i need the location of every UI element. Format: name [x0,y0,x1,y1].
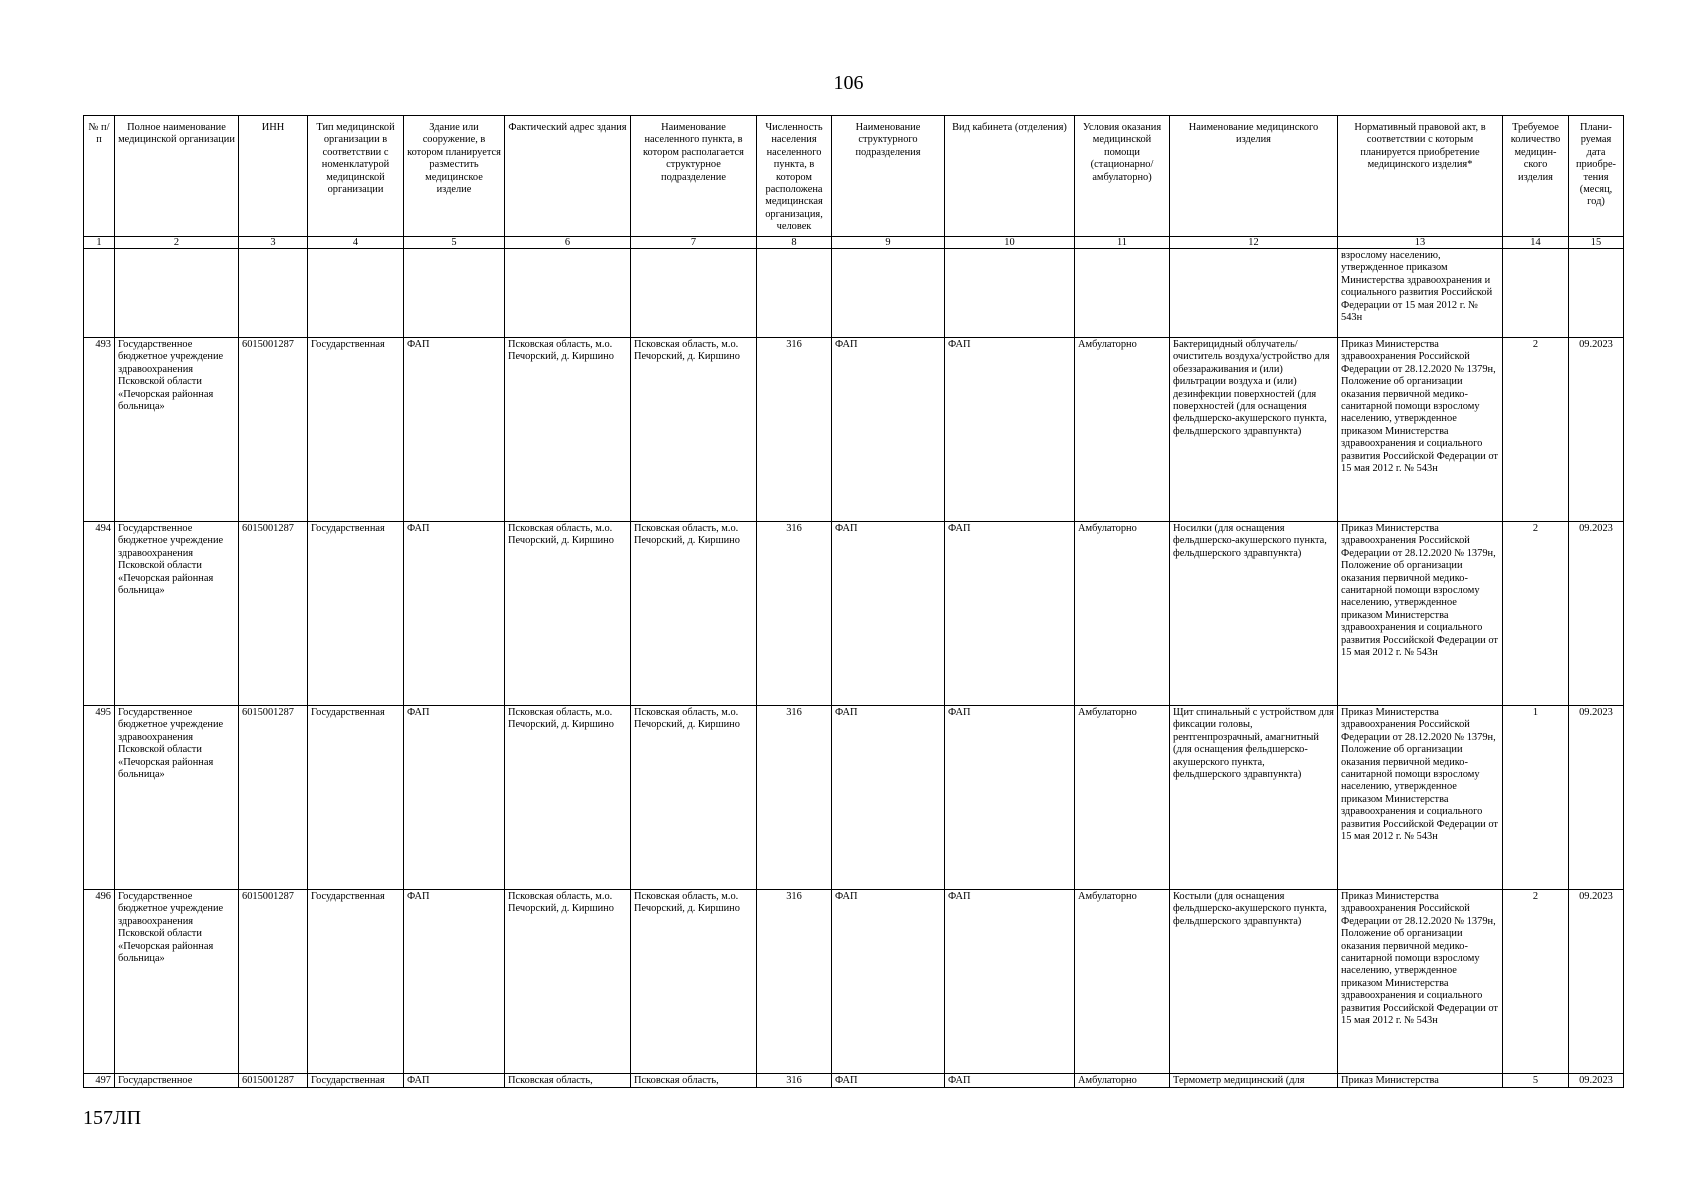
cell-building: ФАП [404,706,505,890]
table-row [84,890,1624,1074]
cell-device: Термометр медицинский (для [1170,1074,1338,1088]
cell-unit: ФАП [832,890,945,1074]
cell-organization: Государственное бюджетное учреждение здравоохранения Псковской области «Печорская районная больница» [115,706,239,890]
col-header-organization: Полное наименование медицинской организации [115,116,239,237]
cell-organization: Государственное бюджетное учреждение здравоохранения Псковской области «Печорская районная больница» [115,890,239,1074]
cell-settlement: Псковская область, м.о. Печорский, д. Киршино [631,338,757,522]
cell-cabinet: ФАП [945,890,1075,1074]
col-header-settlement: Наименование населенного пункта, в котором располагается структурное подразделение [631,116,757,237]
cell-cabinet: ФАП [945,706,1075,890]
col-number: 1 [84,237,115,249]
cell-conditions: Амбулаторно [1075,522,1170,706]
cell-date: 09.2023 [1569,522,1624,706]
col-number: 5 [404,237,505,249]
cell-number: 496 [84,890,115,1074]
col-header-address: Фактический адрес здания [505,116,631,237]
col-header-unit: Наименование структурного подразделения [832,116,945,237]
col-header-number: № п/п [84,116,115,237]
cell-population: 316 [757,338,832,522]
cell-act: Приказ Министерства [1338,1074,1503,1088]
cell-conditions: Амбулаторно [1075,1074,1170,1088]
cell-org-type: Государственная [308,1074,404,1088]
col-number: 8 [757,237,832,249]
cell-act: Приказ Министерства здравоохранения Российской Федерации от 28.12.2020 № 1379н, Положение об организации оказания первичной медико-санитарной помощи взрослому населению, утвержденное приказом Министерства здравоохранения и социального развития Российской Федерации от 15 мая 2012 г. № 543н [1338,706,1503,890]
cell-unit: ФАП [832,338,945,522]
cell-population: 316 [757,706,832,890]
cell-organization: Государственное [115,1074,239,1088]
cell-quantity: 2 [1503,338,1569,522]
cell-inn: 6015001287 [239,522,308,706]
col-header-cabinet: Вид кабинета (отделения) [945,116,1075,237]
cell-inn: 6015001287 [239,1074,308,1088]
cell-population: 316 [757,1074,832,1088]
col-header-inn: ИНН [239,116,308,237]
col-number: 10 [945,237,1075,249]
cell-address: Псковская область, м.о. Печорский, д. Киршино [505,522,631,706]
cell-cabinet: ФАП [945,1074,1075,1088]
col-header-org-type: Тип медицинской организации в соответствии с номенклатурой медицинской организации [308,116,404,237]
cell-building: ФАП [404,338,505,522]
col-header-act: Нормативный правовой акт, в соответствии с которым планируется приобретение медицинского изделия* [1338,116,1503,237]
cell-quantity: 1 [1503,706,1569,890]
cell-organization: Государственное бюджетное учреждение здравоохранения Псковской области «Печорская районная больница» [115,522,239,706]
cell-org-type: Государственная [308,522,404,706]
cell-device: Щит спинальный с устройством для фиксации головы, рентгенпрозрачный, амагнитный (для оснащения фельдшерско-акушерского пункта, фельдшерского здравпункта) [1170,706,1338,890]
cell-building: ФАП [404,890,505,1074]
cell-date: 09.2023 [1569,1074,1624,1088]
col-number: 9 [832,237,945,249]
col-header-device: Наименование медицинского изделия [1170,116,1338,237]
cell-device: Бактерицидный облучатель/очиститель воздуха/устройство для обеззараживания и (или) фильтрации воздуха и (или) дезинфекции поверхностей (для поверхностей (для оснащения фельдшерско-акушерского пункта, фельдшерского здравпункта) [1170,338,1338,522]
cell-address: Псковская область, м.о. Печорский, д. Киршино [505,338,631,522]
cell-unit: ФАП [832,706,945,890]
cell-cabinet: ФАП [945,522,1075,706]
cell-quantity: 2 [1503,890,1569,1074]
cell-conditions: Амбулаторно [1075,890,1170,1074]
col-number: 6 [505,237,631,249]
col-number: 11 [1075,237,1170,249]
cell-number: 495 [84,706,115,890]
col-header-date: Плани-руемая дата приобре-тения (месяц, год) [1569,116,1624,237]
cell-settlement: Псковская область, м.о. Печорский, д. Киршино [631,890,757,1074]
cell-building: ФАП [404,522,505,706]
cell-device: Носилки (для оснащения фельдшерско-акушерского пункта, фельдшерского здравпункта) [1170,522,1338,706]
cell-address: Псковская область, [505,1074,631,1088]
cell-quantity: 5 [1503,1074,1569,1088]
col-number: 14 [1503,237,1569,249]
col-number: 3 [239,237,308,249]
cell-settlement: Псковская область, [631,1074,757,1088]
col-header-building: Здание или сооружение, в котором планируется разместить медицинское изделие [404,116,505,237]
col-header-conditions: Условия оказания медицинской помощи (стационарно/ амбулаторно) [1075,116,1170,237]
cell-device: Костыли (для оснащения фельдшерско-акушерского пункта, фельдшерского здравпункта) [1170,890,1338,1074]
cell-inn: 6015001287 [239,706,308,890]
col-number: 2 [115,237,239,249]
cell-org-type: Государственная [308,338,404,522]
cell-date: 09.2023 [1569,706,1624,890]
continuation-row [84,249,1624,338]
cell-unit: ФАП [832,1074,945,1088]
col-number: 12 [1170,237,1338,249]
cell-address: Псковская область, м.о. Печорский, д. Киршино [505,890,631,1074]
cell-cabinet: ФАП [945,338,1075,522]
cell-org-type: Государственная [308,890,404,1074]
continuation-act-text: взрослому населению, утвержденное приказом Министерства здравоохранения и социального развития Российской Федерации от 15 мая 2012 г. № 543н [1338,249,1503,338]
col-header-population: Численность населения населенного пункта, в котором расположена медицинская организация, человек [757,116,832,237]
cell-population: 316 [757,522,832,706]
equipment-table [83,115,1624,1088]
table-row [84,338,1624,522]
cell-unit: ФАП [832,522,945,706]
cell-inn: 6015001287 [239,338,308,522]
table-row [84,522,1624,706]
cell-organization: Государственное бюджетное учреждение здравоохранения Псковской области «Печорская районная больница» [115,338,239,522]
col-number: 13 [1338,237,1503,249]
cell-date: 09.2023 [1569,338,1624,522]
cell-number: 493 [84,338,115,522]
cell-number: 497 [84,1074,115,1088]
column-number-row [84,237,1624,249]
cell-date: 09.2023 [1569,890,1624,1074]
table-row-partial [84,1074,1624,1088]
cell-act: Приказ Министерства здравоохранения Российской Федерации от 28.12.2020 № 1379н, Положение об организации оказания первичной медико-санитарной помощи взрослому населению, утвержденное приказом Министерства здравоохранения и социального развития Российской Федерации от 15 мая 2012 г. № 543н [1338,890,1503,1074]
cell-act: Приказ Министерства здравоохранения Российской Федерации от 28.12.2020 № 1379н, Положение об организации оказания первичной медико-санитарной помощи взрослому населению, утвержденное приказом Министерства здравоохранения и социального развития Российской Федерации от 15 мая 2012 г. № 543н [1338,522,1503,706]
page-number: 106 [833,72,864,94]
cell-org-type: Государственная [308,706,404,890]
cell-population: 316 [757,890,832,1074]
col-number: 4 [308,237,404,249]
col-number: 15 [1569,237,1624,249]
header-row [84,116,1624,237]
cell-number: 494 [84,522,115,706]
col-header-quantity: Требуемое количество медицин-ского изделия [1503,116,1569,237]
cell-conditions: Амбулаторно [1075,338,1170,522]
col-number: 7 [631,237,757,249]
cell-address: Псковская область, м.о. Печорский, д. Киршино [505,706,631,890]
table-row [84,706,1624,890]
cell-conditions: Амбулаторно [1075,706,1170,890]
cell-inn: 6015001287 [239,890,308,1074]
cell-act: Приказ Министерства здравоохранения Российской Федерации от 28.12.2020 № 1379н, Положение об организации оказания первичной медико-санитарной помощи взрослому населению, утвержденное приказом Министерства здравоохранения и социального развития Российской Федерации от 15 мая 2012 г. № 543н [1338,338,1503,522]
footer-code: 157ЛП [83,1107,142,1129]
cell-settlement: Псковская область, м.о. Печорский, д. Киршино [631,706,757,890]
cell-settlement: Псковская область, м.о. Печорский, д. Киршино [631,522,757,706]
cell-building: ФАП [404,1074,505,1088]
cell-quantity: 2 [1503,522,1569,706]
